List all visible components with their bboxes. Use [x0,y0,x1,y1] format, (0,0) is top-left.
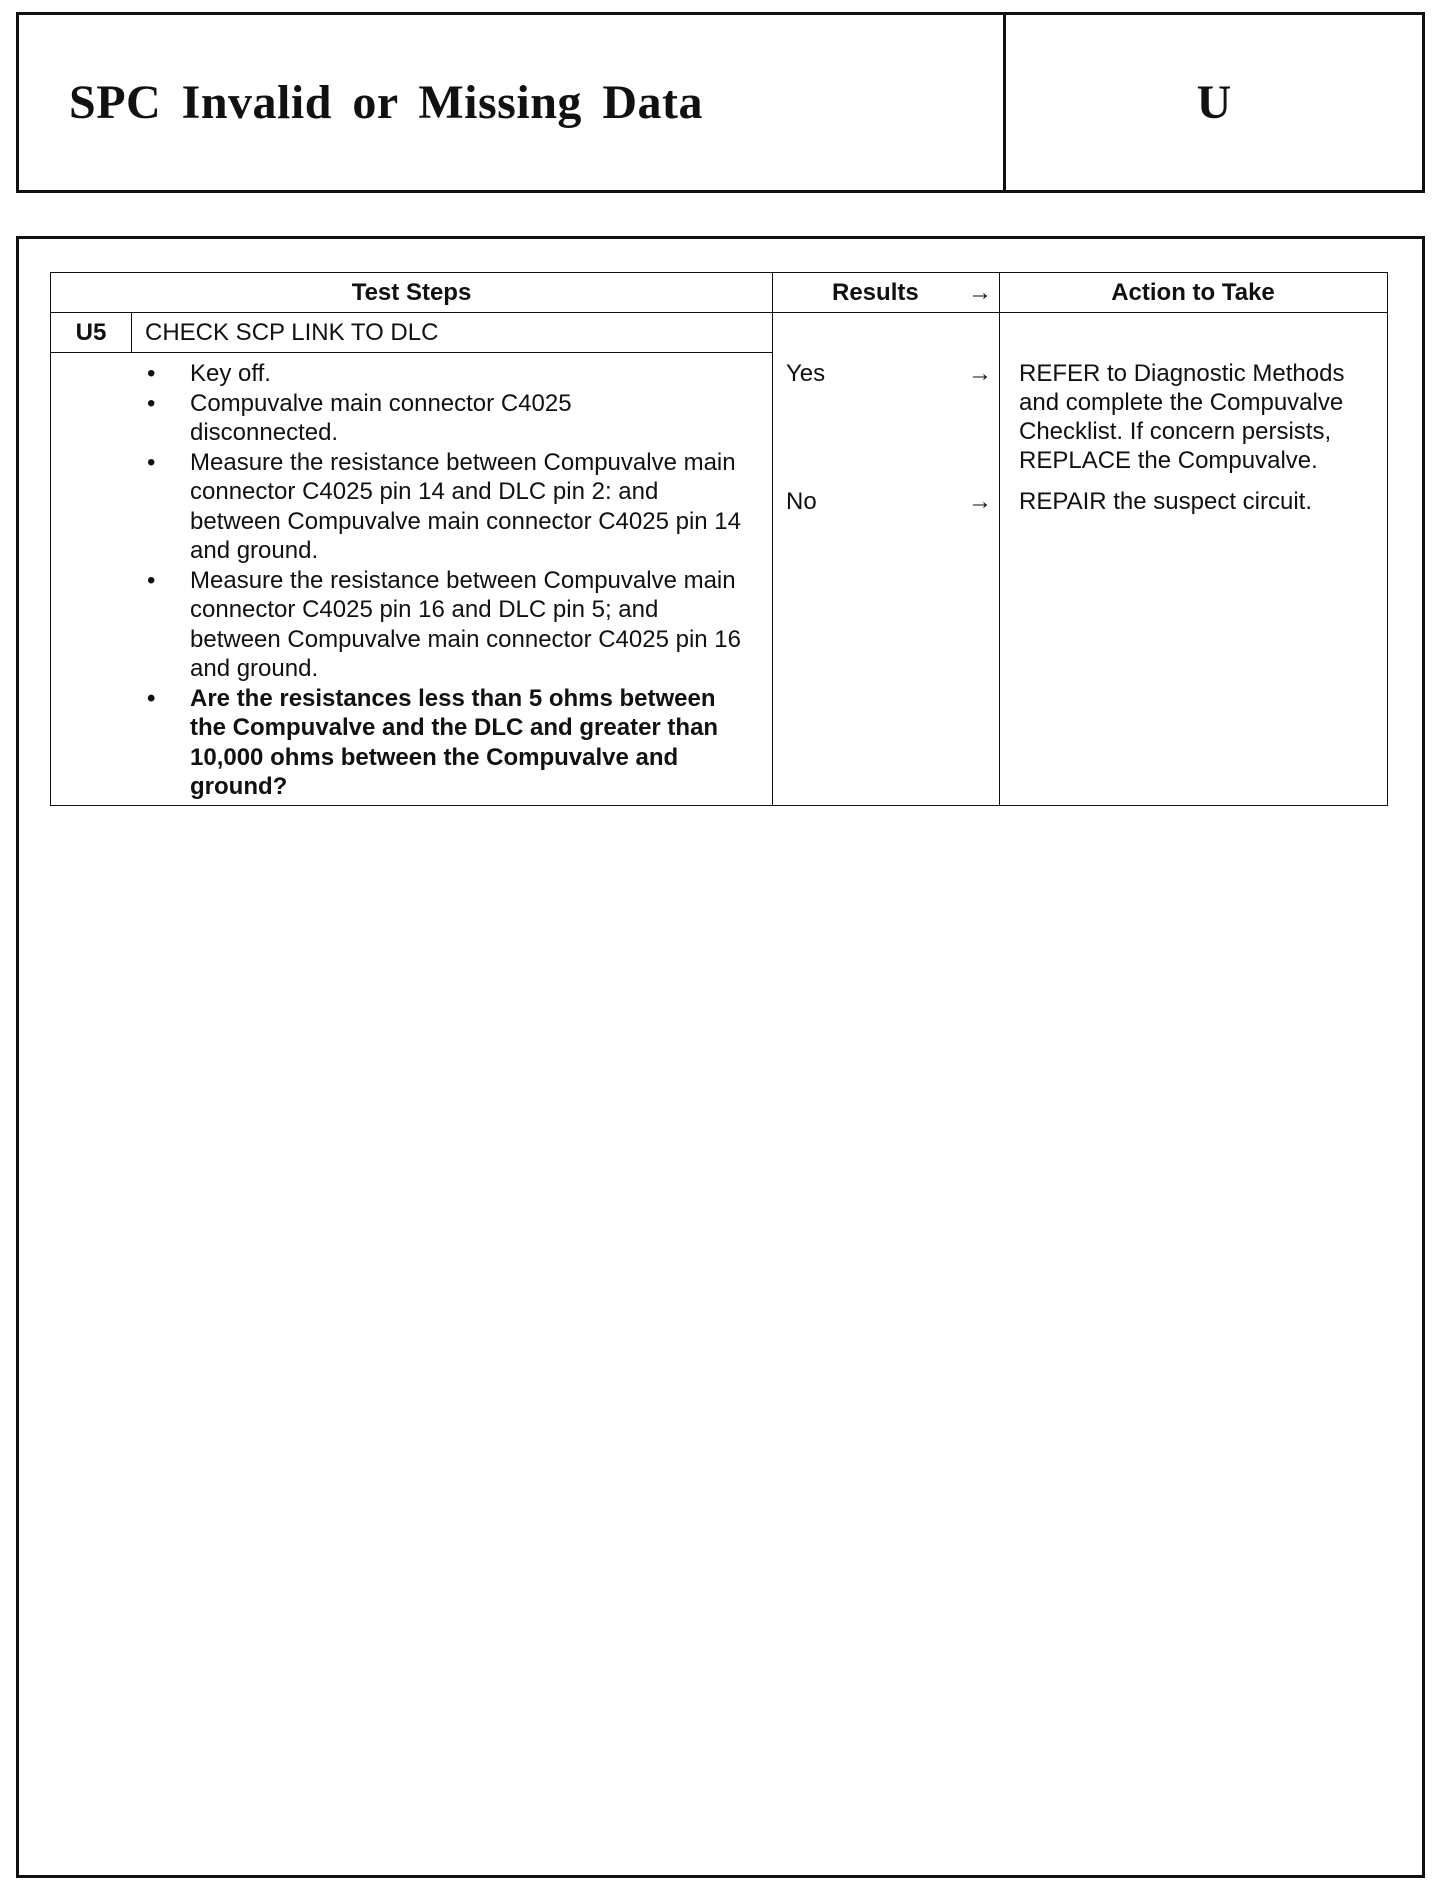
result-yes: Yes [786,360,826,387]
instruction-item: • Key off. [147,360,271,387]
result-no-arrow-icon: → [968,488,992,515]
column-header-test-steps: Test Steps [351,279,472,306]
page-title: SPC Invalid or Missing Data [69,76,704,129]
instruction-item: • Compuvalve main connector C4025 disconnected. [147,389,572,446]
step-title: CHECK SCP LINK TO DLC [145,319,439,346]
section-code: U [1196,76,1232,129]
step-id-divider [131,312,132,352]
results-header-label: Results [832,279,919,306]
result-yes-arrow-icon: → [968,360,992,387]
result-no: No [786,488,817,515]
step-instructions [139,359,772,802]
column-header-action: Action to Take [1111,279,1275,306]
instruction-item: • Measure the resistance between Compuvalve main connector C4025 pin 14 and DLC pin 2: and between Compuvalve main connector C4025 pin 14 and ground. [147,448,742,564]
column-divider-action [999,273,1000,805]
results-header-arrow-icon: → [968,279,992,306]
column-header-results [772,273,999,312]
bullet-icon: • [147,566,156,594]
bullet-icon: • [147,448,156,476]
instruction-item: • Measure the resistance between Compuvalve main connector C4025 pin 16 and DLC pin 5; and between Compuvalve main connector C4025 pin 16 and ground. [147,566,742,682]
bullet-icon: • [147,389,156,417]
step-id: U5 [75,319,107,346]
bullet-icon: • [147,684,156,712]
page-header [16,12,1425,193]
instruction-question: • Are the resistances less than 5 ohms between the Compuvalve and the DLC and greater than 10,000 ohms between the Compuvalve and ground? [147,684,719,800]
bullet-icon: • [147,360,156,387]
action-no: REPAIR the suspect circuit. [1019,488,1312,515]
action-yes: REFER to Diagnostic Methods and complete the Compuvalve Checklist. If concern persists, REPLACE the Compuvalve. [1019,360,1345,474]
header-row-divider [51,312,1387,313]
column-divider-results [772,273,773,805]
step-title-divider [51,352,772,353]
diagnostic-table [50,272,1388,806]
